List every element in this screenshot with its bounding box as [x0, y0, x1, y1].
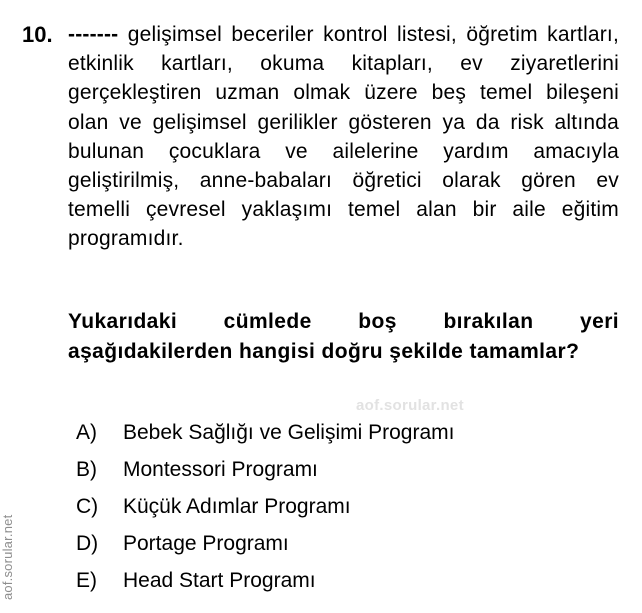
question-prompt: Yukarıdaki cümlede boş bırakılan yeri aşağıdakilerden hangisi doğru şekilde tamamlar?: [68, 310, 619, 363]
option-letter: B): [76, 458, 97, 482]
question-text: gelişimsel beceriler kontrol listesi, öğretim kartları, etkinlik kartları, okuma kitapları, ev ziyaretlerini gerçekleştiren uzman olmak üzere beş temel bileşeni olan ve gelişimsel gerilikler gösteren ya da risk altında bulunan çocuklara ve ailelerine yardım amacıyla geliştirilmiş, anne-babaları öğretici olarak gören ev temelli çevresel yaklaşımı temel alan bir aile eğitim programıdır.: [68, 23, 619, 251]
question-stem: [68, 20, 619, 254]
option-letter: E): [76, 568, 97, 592]
option-letter: C): [76, 494, 99, 518]
option-text: Bebek Sağlığı ve Gelişimi Programı: [123, 421, 455, 445]
option-b[interactable]: [76, 452, 454, 489]
option-a[interactable]: [76, 415, 454, 452]
watermark-side: aof.sorular.net: [0, 514, 15, 600]
option-c[interactable]: [76, 489, 454, 526]
answer-options: [76, 415, 454, 599]
question-number: 10.: [22, 22, 53, 47]
option-text: Head Start Programı: [123, 568, 316, 592]
option-text: Portage Programı: [123, 531, 289, 555]
watermark-center: aof.sorular.net: [356, 397, 464, 414]
option-d[interactable]: [76, 525, 454, 562]
option-e[interactable]: [76, 562, 454, 599]
option-text: Montessori Programı: [123, 458, 318, 482]
option-text: Küçük Adımlar Programı: [123, 494, 351, 518]
option-letter: A): [76, 421, 97, 445]
option-letter: D): [76, 531, 99, 555]
question-blank: -------: [68, 23, 119, 46]
